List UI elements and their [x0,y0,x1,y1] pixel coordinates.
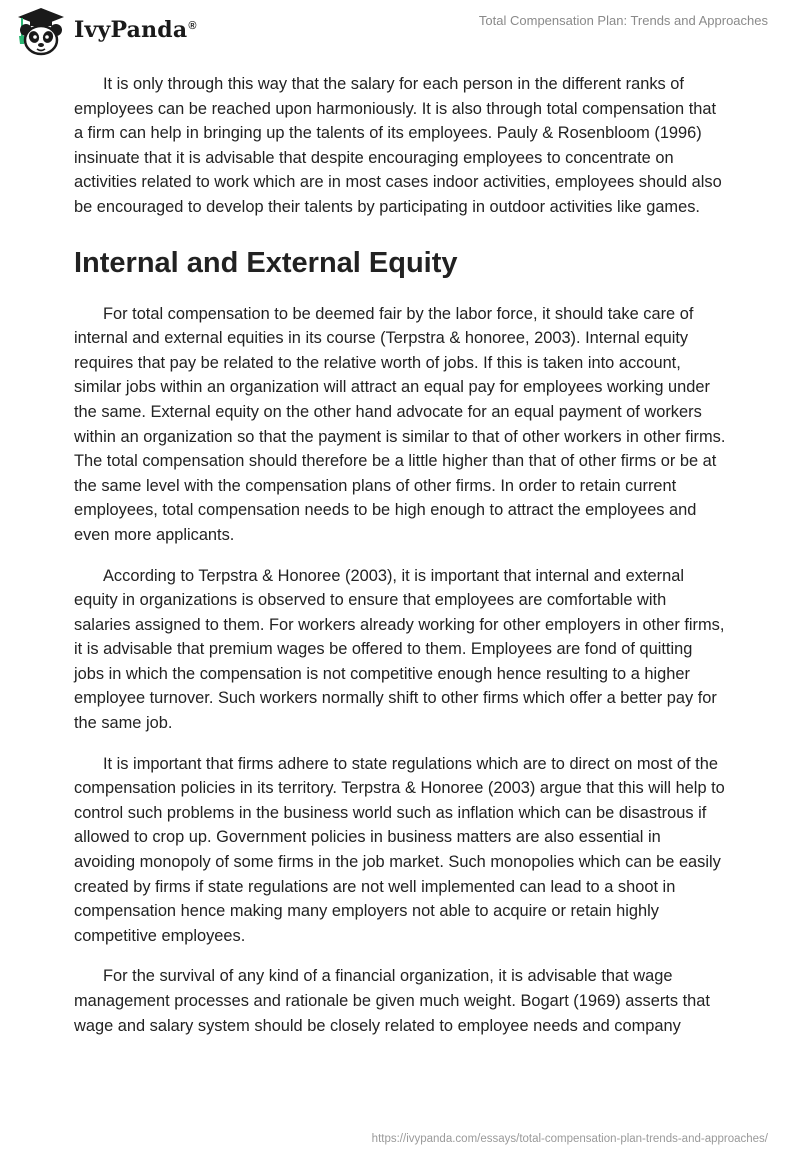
paragraph: It is important that firms adhere to state regulations which are to direct on most of the compensation policies in its territory. Terpstra & Honoree (2003) argue that this will help to control such problems in the business world such as inflation which can be disastrous if allowed to crop up. Government policies in business matters are also essential in avoiding monopoly of some firms in the job market. Such monopolies which can be easily created by firms if state regulations are not well implemented can lead to a shoot in compensation hence making many employers not able to acquire or retain highly competitive employees. [74,754,725,945]
article-body [74,72,726,1054]
ivypanda-logo[interactable] [14,6,197,58]
registered-mark: ® [188,19,197,32]
brand-name: IvyPanda® [74,17,197,43]
paragraph: For the survival of any kind of a financial organization, it is advisable that wage management processes and rationale be given much weight. Bogart (1969) asserts that wage and salary system should be closely related to employee needs and company [74,967,710,1035]
document-title: Total Compensation Plan: Trends and Approaches [478,13,768,28]
source-url[interactable]: https://ivypanda.com/essays/total-compensation-plan-trends-and-approaches/ [371,1133,768,1145]
panda-graduate-icon [14,6,68,58]
section-heading: Internal and External Equity [74,246,458,279]
paragraph: According to Terpstra & Honoree (2003), it is important that internal and external equity in organizations is observed to ensure that employees are comfortable with salaries assigned to them. For workers already working for other employers in other firms, it is advisable that premium wages be offered to them. Employees are fond of quitting jobs in which the compensation is not competitive enough hence resulting to a higher employee turnover. Such workers normally shift to other firms which offer a better pay for the same job. [74,566,725,733]
page-header [0,0,800,70]
paragraph: It is only through this way that the salary for each person in the different ranks of employees can be reached upon harmoniously. It is also through total compensation that a firm can help in bringing up the talents of its employees. Pauly & Rosenbloom (1996) insinuate that it is advisable that despite encouraging employees to concentrate on activities related to work which are in most cases indoor activities, employees should also be encouraged to develop their talents by participating in outdoor activities like games. [74,75,722,216]
paragraph: For total compensation to be deemed fair by the labor force, it should take care of internal and external equities in its course (Terpstra & honoree, 2003). Internal equity requires that pay be related to the relative worth of jobs. If this is taken into account, similar jobs within an organization will attract an equal pay for employees working under the same. External equity on the other hand advocate for an equal payment of workers within an organization so that the payment is similar to that of other workers in other firms. The total compensation should therefore be a little higher than that of other firms or be at the same level with the compensation plans of other firms. In order to retain current employees, total compensation needs to be high enough to attract the employees and even more applicants. [74,304,726,544]
